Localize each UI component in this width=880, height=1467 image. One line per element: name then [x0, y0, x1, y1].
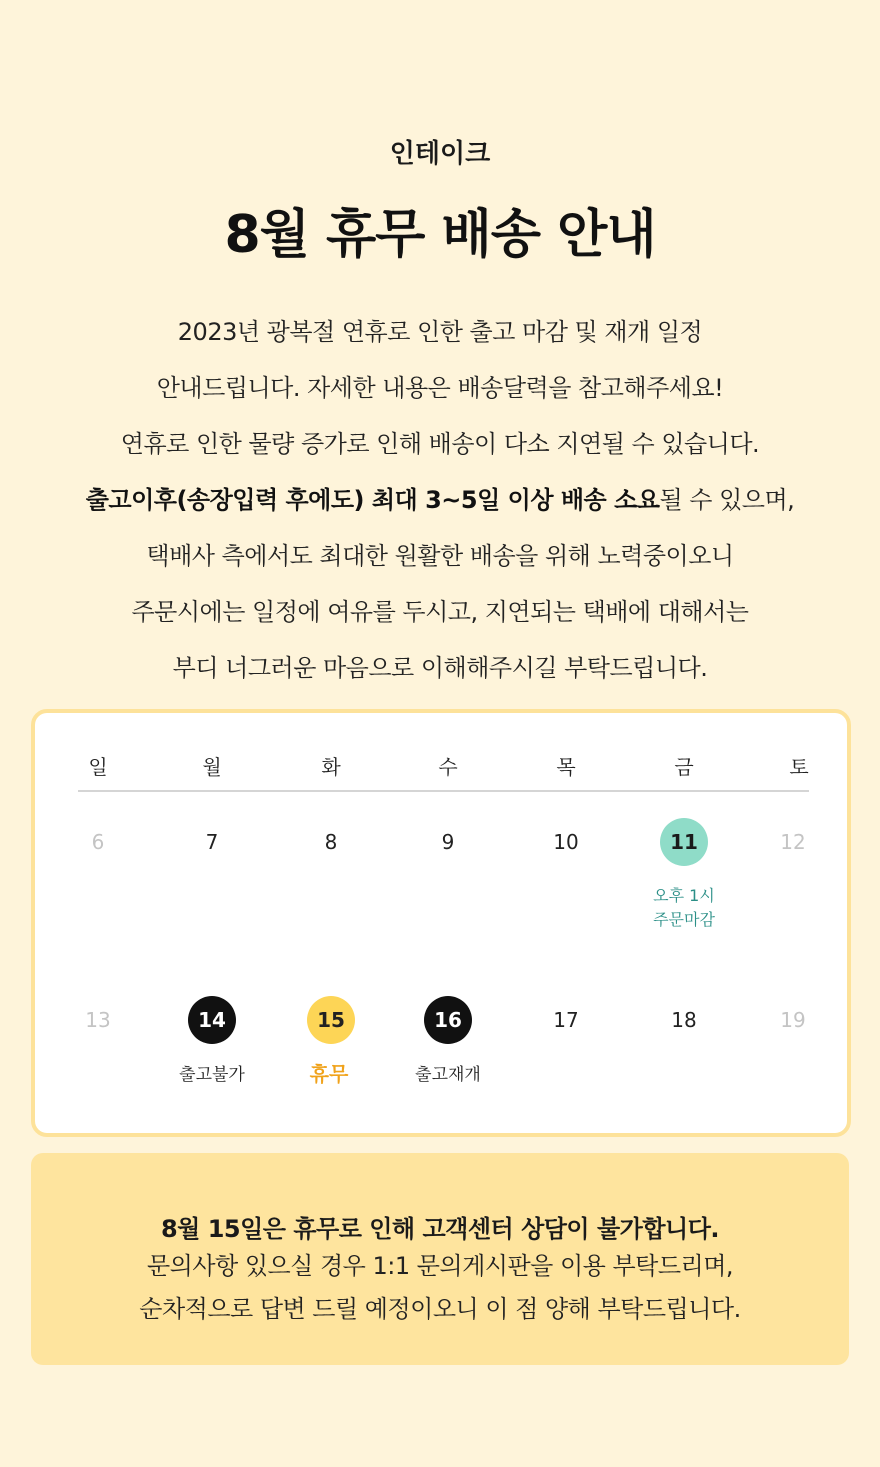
no-shipping-note: 출고불가	[179, 1065, 245, 1085]
date-11-order-cutoff: 11	[660, 818, 708, 866]
order-cutoff-note	[653, 884, 715, 932]
weekday-thu: 목	[556, 755, 576, 779]
intro-line: 택배사 측에서도 최대한 원활한 배송을 위해 노력중이오니	[146, 542, 734, 570]
notice-body	[31, 1245, 849, 1331]
intro-line-emphasis	[0, 472, 880, 528]
date-17: 17	[553, 1008, 579, 1032]
order-cutoff-label: 주문마감	[653, 910, 715, 929]
date-13: 13	[85, 1008, 111, 1032]
weekday-wed: 수	[438, 755, 458, 779]
notice-line: 문의사항 있으실 경우 1:1 문의게시판을 이용 부탁드리며,	[146, 1252, 734, 1280]
order-cutoff-time: 오후 1시	[653, 886, 715, 905]
date-7: 7	[205, 830, 219, 854]
date-8: 8	[324, 830, 338, 854]
shipping-calendar	[31, 709, 851, 1137]
page-title: 8월 휴무 배송 안내	[224, 205, 656, 265]
notice-heading: 8월 15일은 휴무로 인해 고객센터 상담이 불가합니다.	[160, 1215, 720, 1243]
date-18: 18	[671, 1008, 697, 1032]
intro-line: 연휴로 인한 물량 증가로 인해 배송이 다소 지연될 수 있습니다.	[120, 430, 760, 458]
intro-text	[0, 304, 880, 696]
date-15-holiday: 15	[307, 996, 355, 1044]
intro-line: 안내드립니다. 자세한 내용은 배송달력을 참고해주세요!	[156, 374, 724, 402]
intro-line: 주문시에는 일정에 여유를 두시고, 지연되는 택배에 대해서는	[131, 598, 749, 626]
weekday-tue: 화	[321, 755, 341, 779]
date-6: 6	[91, 830, 105, 854]
intro-line: 2023년 광복절 연휴로 인한 출고 마감 및 재개 일정	[177, 318, 703, 346]
shipping-resumes-note: 출고재개	[415, 1065, 481, 1085]
notice-line: 순차적으로 답변 드릴 예정이오니 이 점 양해 부탁드립니다.	[139, 1295, 741, 1323]
weekday-sat: 토	[789, 755, 809, 779]
customer-service-notice	[31, 1153, 849, 1365]
delay-suffix: 될 수 있으며,	[659, 486, 795, 514]
brand-name: 인테이크	[389, 139, 491, 169]
calendar-divider	[78, 790, 809, 792]
delay-emphasis: 출고이후(송장입력 후에도) 최대 3~5일 이상 배송 소요	[85, 486, 660, 514]
date-12: 12	[780, 830, 806, 854]
weekday-mon: 월	[202, 755, 222, 779]
date-14-no-shipping: 14	[188, 996, 236, 1044]
date-19: 19	[780, 1008, 806, 1032]
weekday-fri: 금	[674, 755, 694, 779]
date-10: 10	[553, 830, 579, 854]
intro-line: 부디 너그러운 마음으로 이해해주시길 부탁드립니다.	[172, 654, 708, 682]
date-16-shipping-resumes: 16	[424, 996, 472, 1044]
holiday-note: 휴무	[309, 1062, 349, 1086]
date-9: 9	[441, 830, 455, 854]
weekday-sun: 일	[88, 755, 108, 779]
